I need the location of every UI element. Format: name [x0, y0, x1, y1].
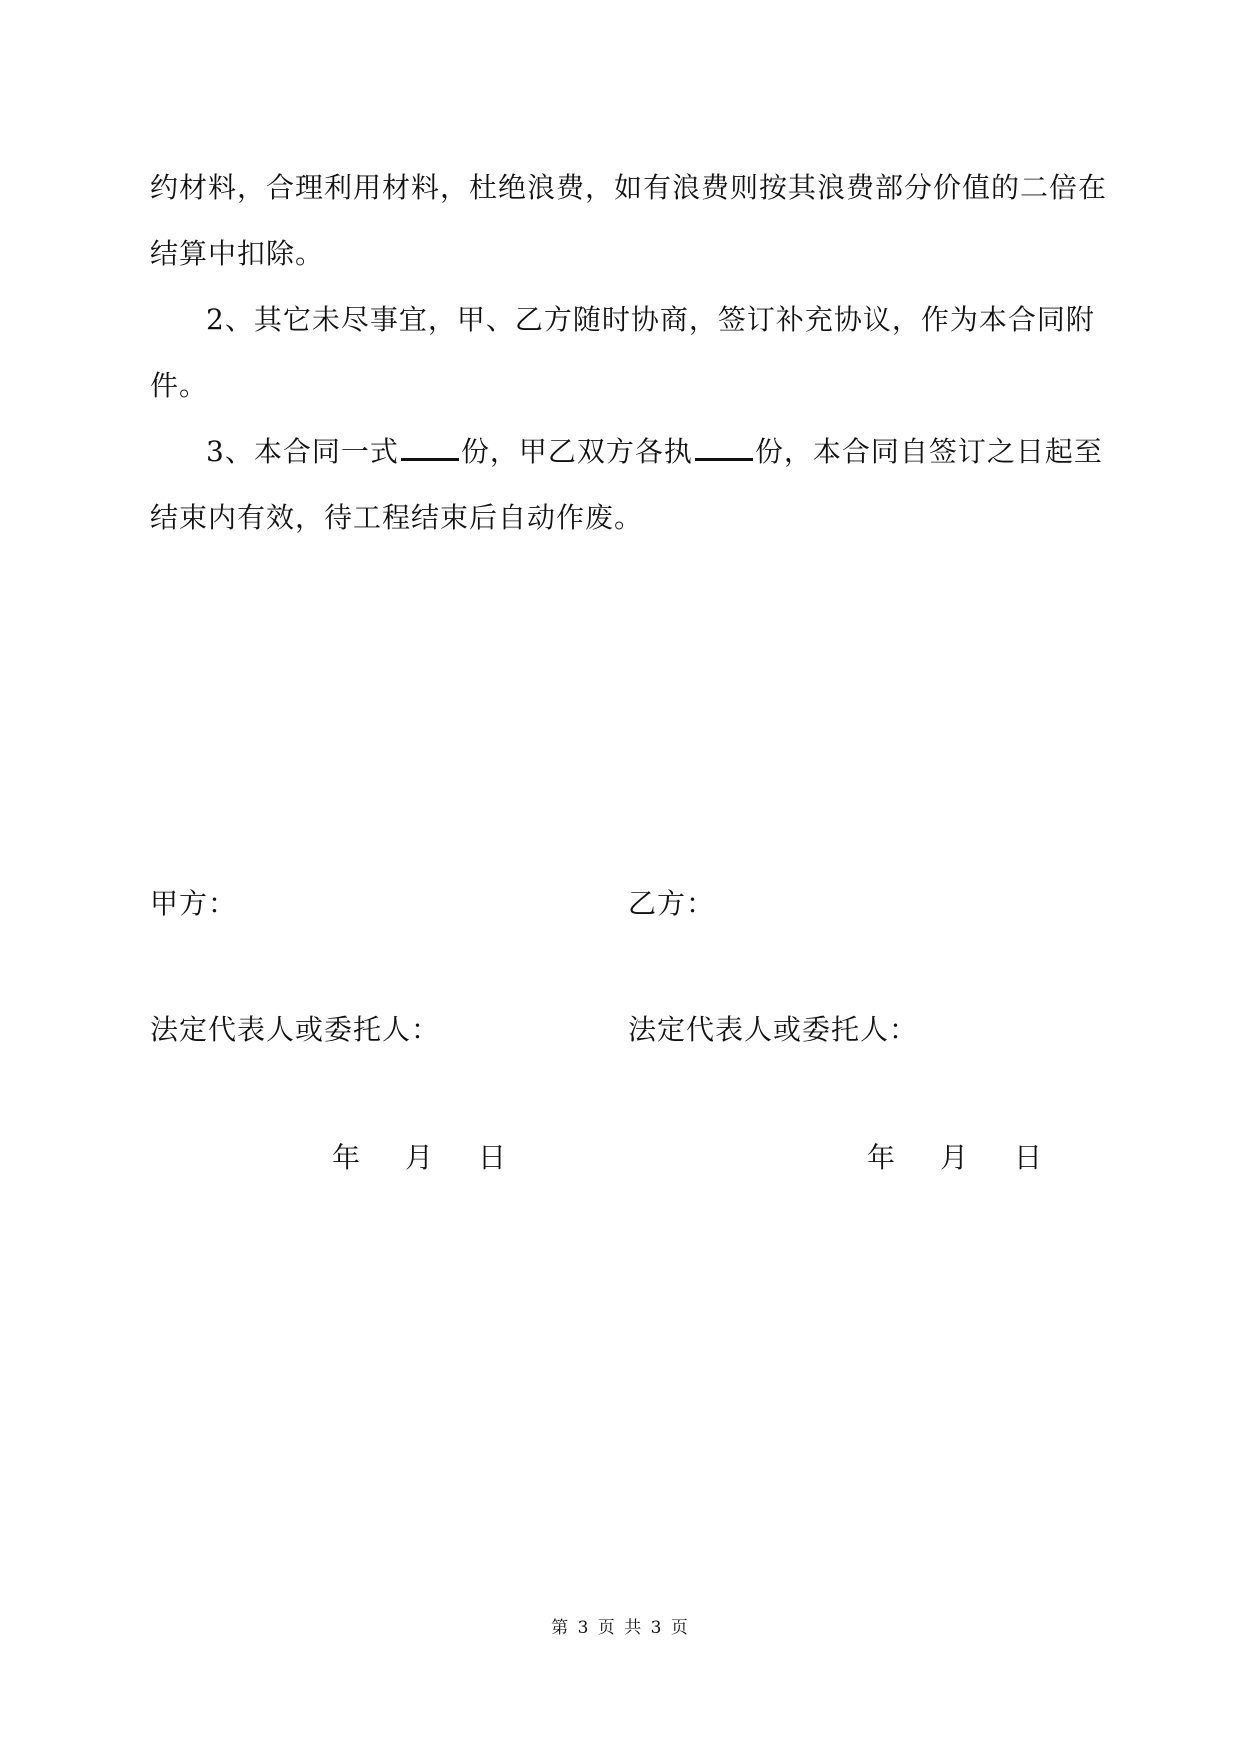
party-b-year: 年	[867, 1141, 897, 1174]
party-b-label: 乙方：	[628, 887, 716, 920]
paragraph-3-text-b: 份，甲乙双方各执	[460, 435, 693, 468]
party-a-day: 日	[478, 1141, 508, 1174]
paragraph-3-line-1	[206, 430, 1156, 470]
party-b-day: 日	[1014, 1141, 1044, 1174]
party-a-month: 月	[405, 1141, 435, 1174]
paragraph-2-line-1: 2、其它未尽事宜，甲、乙方随时协商，签订补充协议，作为本合同附	[206, 303, 1095, 336]
party-a-year: 年	[332, 1141, 362, 1174]
paragraph-1-line-2: 结算中扣除。	[150, 237, 325, 270]
party-a-label: 甲方：	[150, 887, 238, 920]
page-number-footer: 第 3 页 共 3 页	[551, 1618, 690, 1638]
paragraph-3-line-2: 结束内有效，待工程结束后自动作废。	[150, 501, 644, 534]
party-b-representative-label: 法定代表人或委托人：	[628, 1013, 919, 1046]
copies-total-blank	[401, 434, 459, 461]
copies-each-blank	[695, 434, 753, 461]
paragraph-1-line-1: 约材料，合理利用材料，杜绝浪费，如有浪费则按其浪费部分价值的二倍在	[150, 171, 1108, 204]
paragraph-3-text-c: 份，本合同自签订之日起至	[754, 435, 1103, 468]
party-a-representative-label: 法定代表人或委托人：	[150, 1013, 441, 1046]
paragraph-3-text-a: 3、本合同一式	[206, 435, 399, 468]
party-b-month: 月	[940, 1141, 970, 1174]
paragraph-2-line-2: 件。	[150, 369, 209, 402]
